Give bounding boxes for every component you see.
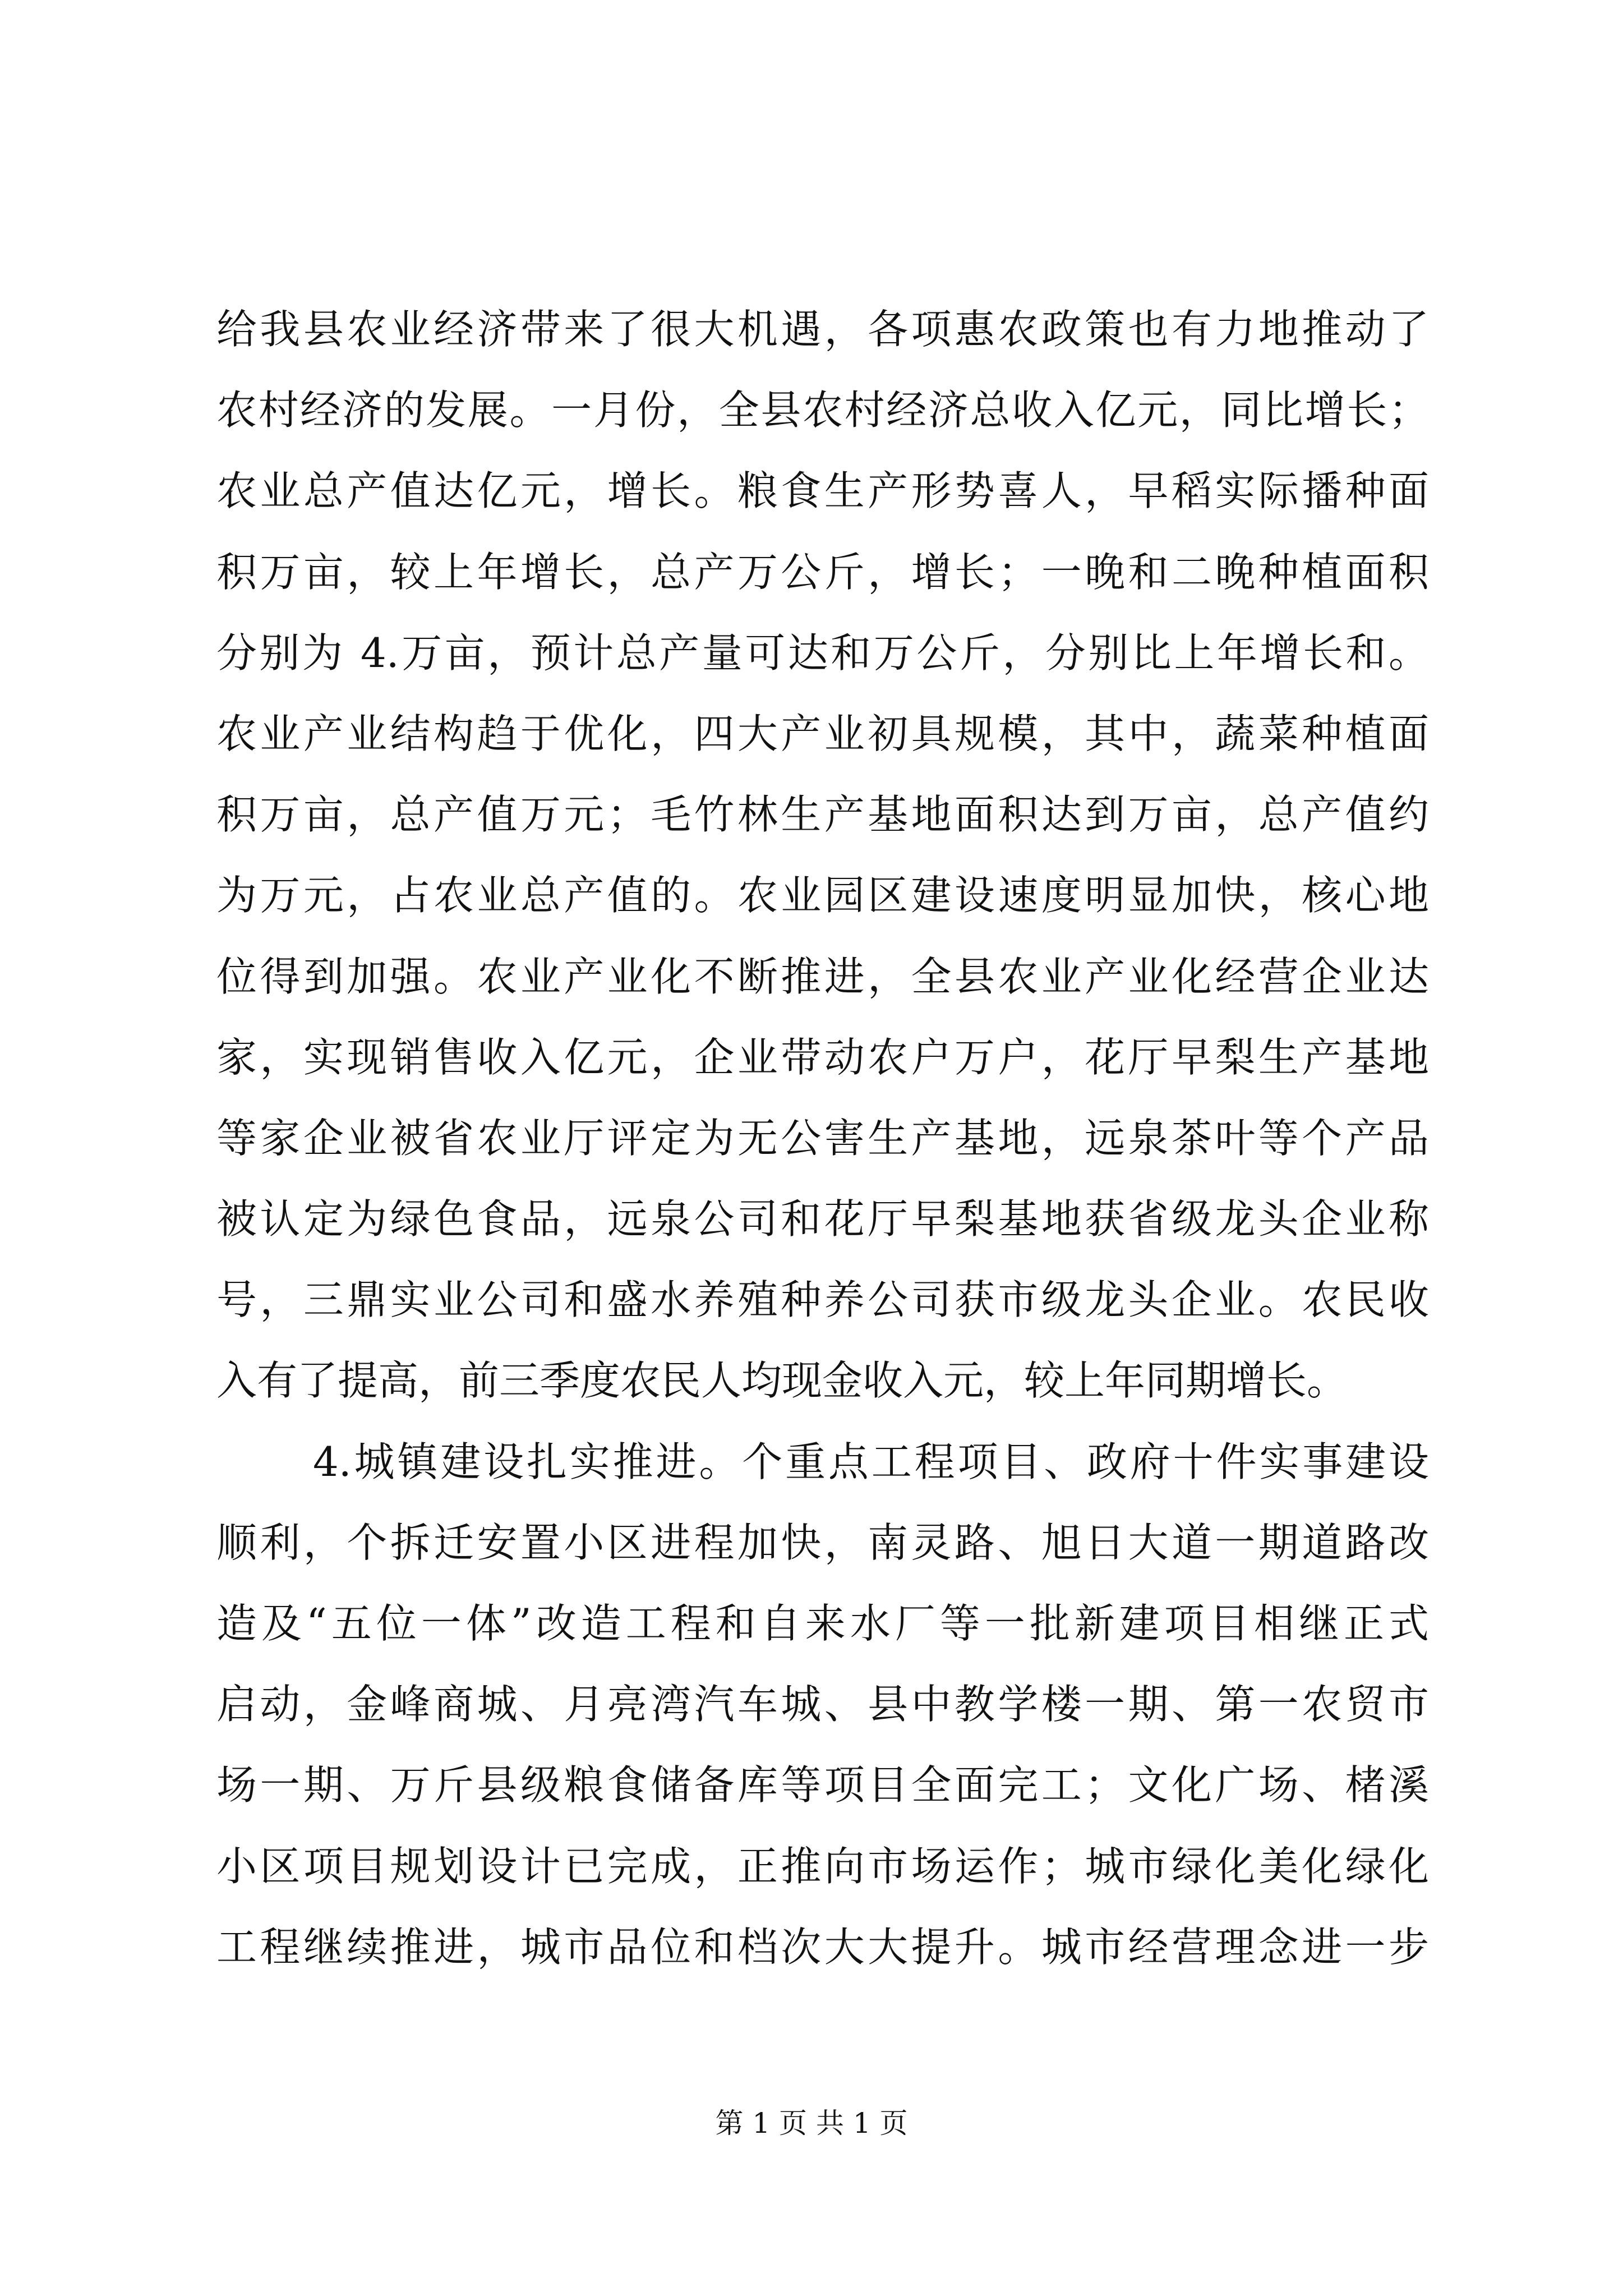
- text-line-11: 等家企业被省农业厅评定为无公害生产基地，远泉茶叶等个产品: [216, 1114, 1429, 1162]
- text-line-15: 4.城镇建设扎实推进。个重点工程项目、政府十件实事建设: [313, 1438, 1429, 1485]
- text-line-12: 被认定为绿色食品，远泉公司和花厅早梨基地获省级龙头企业称: [216, 1195, 1429, 1243]
- text-line-19: 场一期、万斤县级粮食储备库等项目全面完工；文化广场、楮溪: [216, 1761, 1429, 1809]
- text-line-14: 入有了提高，前三季度农民人均现金收入元，较上年同期增长。: [216, 1357, 1348, 1405]
- text-line-7: 积万亩，总产值万元；毛竹林生产基地面积达到万亩，总产值约: [216, 791, 1429, 839]
- text-line-8: 为万元，占农业总产值的。农业园区建设速度明显加快，核心地: [216, 872, 1429, 919]
- text-line-16: 顺利，个拆迁安置小区进程加快，南灵路、旭日大道一期道路改: [216, 1519, 1429, 1566]
- text-line-1: 给我县农业经济带来了很大机遇，各项惠农政策也有力地推动了: [216, 306, 1429, 353]
- text-line-2: 农村经济的发展。一月份，全县农村经济总收入亿元，同比增长；: [216, 386, 1429, 434]
- text-line-9: 位得到加强。农业产业化不断推进，全县农业产业化经营企业达: [216, 953, 1429, 1000]
- text-line-3: 农业总产值达亿元，增长。粮食生产形势喜人，早稻实际播种面: [216, 467, 1429, 515]
- text-line-20: 小区项目规划设计已完成，正推向市场运作；城市绿化美化绿化: [216, 1842, 1429, 1890]
- text-line-21: 工程继续推进，城市品位和档次大大提升。城市经营理念进一步: [216, 1923, 1429, 1971]
- text-line-10: 家，实现销售收入亿元，企业带动农户万户，花厅早梨生产基地: [216, 1033, 1429, 1081]
- document-body: [216, 289, 1429, 1987]
- text-line-6: 农业产业结构趋于优化，四大产业初具规模，其中，蔬菜种植面: [216, 710, 1429, 757]
- text-line-5: 分别为 4.万亩，预计总产量可达和万公斤，分别比上年增长和。: [216, 629, 1429, 677]
- text-line-13: 号，三鼎实业公司和盛水养殖种养公司获市级龙头企业。农民收: [216, 1276, 1429, 1324]
- text-line-18: 启动，金峰商城、月亮湾汽车城、县中教学楼一期、第一农贸市: [216, 1681, 1429, 1728]
- text-line-4: 积万亩，较上年增长，总产万公斤，增长；一晚和二晚种植面积: [216, 548, 1429, 596]
- text-line-17: 造及“五位一体”改造工程和自来水厂等一批新建项目相继正式: [216, 1600, 1429, 1647]
- page-footer: 第 1 页 共 1 页: [715, 2107, 908, 2139]
